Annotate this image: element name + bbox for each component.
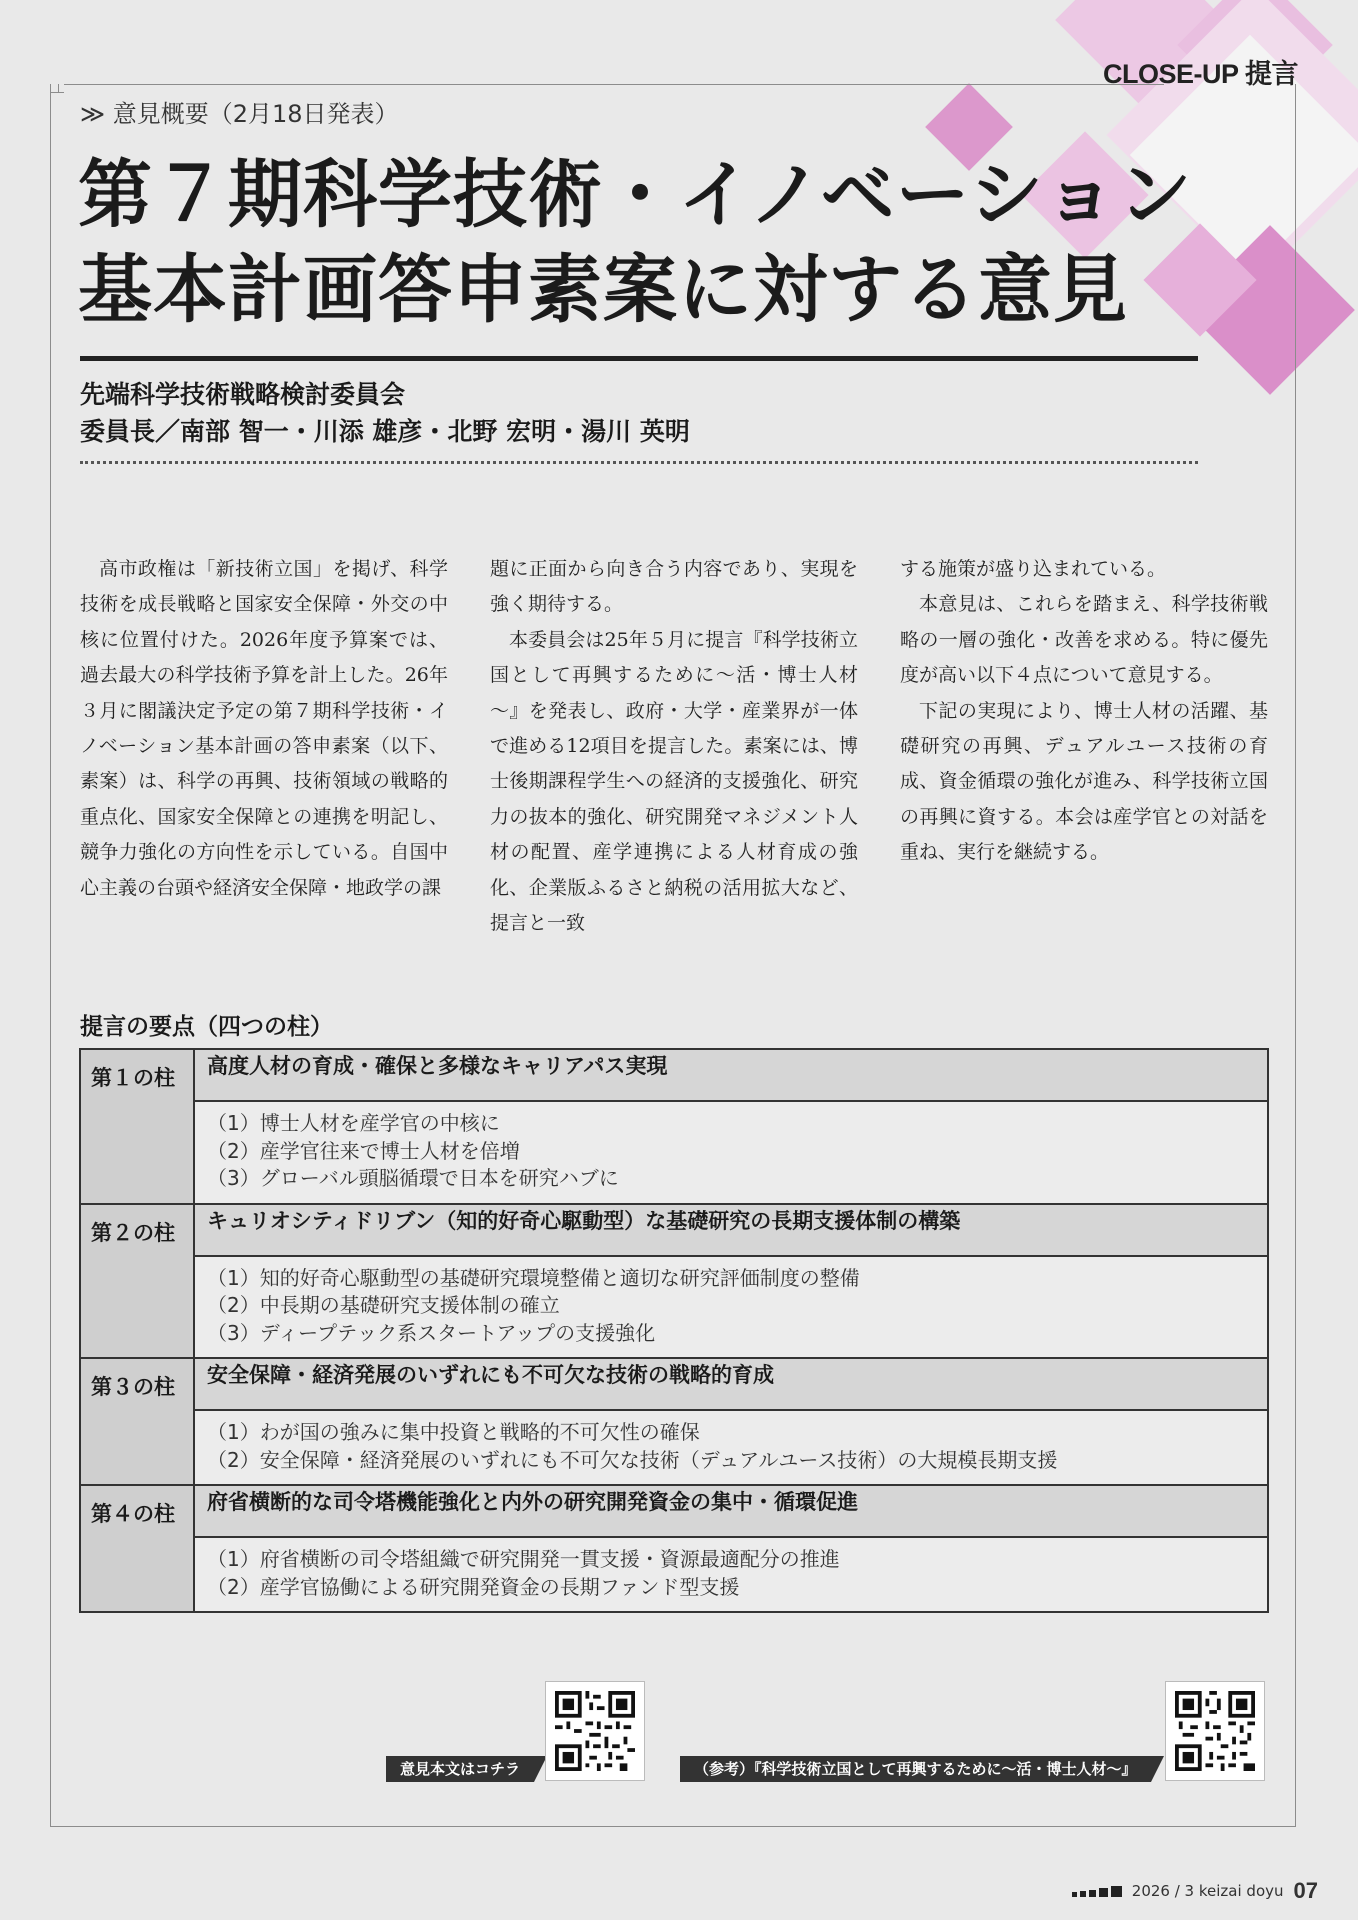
pillar-label: 第３の柱: [80, 1358, 194, 1485]
list-item: （1）知的好奇心駆動型の基礎研究環境整備と適切な研究評価制度の整備: [207, 1265, 860, 1290]
table-row: [80, 1204, 1268, 1256]
list-item: （1）わが国の強みに集中投資と戦略的不可欠性の確保: [207, 1420, 700, 1444]
dotted-divider: [80, 461, 1198, 464]
pillar-label: 第１の柱: [80, 1049, 194, 1204]
paragraph: 題に正面から向き合う内容であり、実現を強く期待する。: [490, 558, 858, 616]
list-item: （2）中長期の基礎研究支援体制の確立: [207, 1293, 560, 1317]
pillar-points: [194, 1256, 1268, 1359]
page-frame-top: [64, 84, 1164, 85]
pillar-points: [194, 1410, 1268, 1485]
body-column-3: [900, 552, 1268, 871]
section-tag: CLOSE-UP 提言: [1102, 59, 1298, 89]
list-item: （2）産学官往来で博士人材を倍増: [207, 1138, 520, 1163]
qr-code-reference[interactable]: [1165, 1681, 1265, 1781]
list-item: （2）産学官協働による研究開発資金の長期ファンド型支援: [207, 1574, 740, 1599]
page-footer: [1072, 1878, 1318, 1904]
body-column-2: [490, 552, 858, 941]
title-rule: [80, 356, 1198, 361]
pillar-points: [194, 1101, 1268, 1204]
pillars-heading: 提言の要点（四つの柱）: [80, 1014, 333, 1040]
committee-block: [80, 376, 690, 450]
committee-name: 先端科学技術戦略検討委員会: [80, 380, 406, 409]
qr-code-opinion[interactable]: [545, 1681, 645, 1781]
table-row: [80, 1256, 1268, 1359]
qr-icon: [1175, 1691, 1255, 1771]
pillar-points: [194, 1537, 1268, 1612]
qr-label-reference: （参考）『科学技術立国として再興するために～活・博士人材～』: [680, 1756, 1151, 1782]
page-number: 07: [1293, 1878, 1318, 1903]
paragraph: 下記の実現により、博士人材の活躍、基礎研究の再興、デュアルユース技術の育成、資金循環の強化が進み、科学技術立国の再興に資する。本会は産学官との対話を重ね、実行を継続する。: [900, 699, 1268, 864]
list-item: （2）安全保障・経済発展のいずれにも不可欠な技術（デュアルユース技術）の大規模長期支援: [207, 1447, 1058, 1472]
issue-info: 2026 / 3 keizai doyu: [1131, 1882, 1284, 1900]
qr-label-opinion: 意見本文はコチラ: [386, 1756, 534, 1782]
title-line-2: 基本計画答申素案に対する意見: [78, 247, 1128, 333]
body-column-1: [80, 552, 448, 906]
pillar-title: 府省横断的な司令塔機能強化と内外の研究開発資金の集中・循環促進: [194, 1485, 1268, 1537]
committee-members: 委員長／南部 智一・川添 雄彦・北野 宏明・湯川 英明: [80, 417, 690, 446]
table-row: [80, 1358, 1268, 1410]
list-item: （3）グローバル頭脳循環で日本を研究ハブに: [207, 1166, 619, 1190]
pillar-title: キュリオシティドリブン（知的好奇心駆動型）な基礎研究の長期支援体制の構築: [194, 1204, 1268, 1256]
pillar-title: 安全保障・経済発展のいずれにも不可欠な技術の戦略的育成: [194, 1358, 1268, 1410]
table-row: [80, 1537, 1268, 1612]
frame-corner: [50, 92, 64, 93]
list-item: （3）ディープテック系スタートアップの支援強化: [207, 1320, 656, 1345]
paragraph: 本意見は、これらを踏まえ、科学技術戦略の一層の強化・改善を求める。特に優先度が高い以下４点について意見する。: [900, 593, 1268, 687]
pillar-label: 第２の柱: [80, 1204, 194, 1359]
table-row: [80, 1485, 1268, 1537]
table-row: [80, 1049, 1268, 1101]
paragraph: する施策が盛り込まれている。: [900, 558, 1167, 580]
pillars-table: [79, 1048, 1269, 1613]
frame-corner: [58, 84, 59, 92]
pillar-title: 高度人材の育成・確保と多様なキャリアパス実現: [194, 1049, 1268, 1101]
title-line-1: 第７期科学技術・イノベーション: [78, 152, 1193, 238]
list-item: （1）府省横断の司令塔組織で研究開発一貫支援・資源最適配分の推進: [207, 1547, 840, 1571]
pillar-label: 第４の柱: [80, 1485, 194, 1612]
table-row: [80, 1101, 1268, 1204]
paragraph: 高市政権は「新技術立国」を掲げ、科学技術を成長戦略と国家安全保障・外交の中核に位置付けた。2026年度予算案では、過去最大の科学技術予算を計上した。26年３月に閣議決定予定の第７期科学技術・イノベーション基本計画の答申素案（以下、素案）は、科学の再興、技術領域の戦略的重点化、国家安全保障との連携を明記し、競争力強化の方向性を示している。自国中心主義の台頭や経済安全保障・地政学の課: [80, 558, 448, 899]
qr-icon: [555, 1691, 635, 1771]
kicker: ≫ 意見概要（2月18日発表）: [80, 100, 399, 128]
page-title: [78, 148, 1218, 338]
paragraph: 本委員会は25年５月に提言『科学技術立国として再興するために～活・博士人材～』を発表し、政府・大学・産業界が一体で進める12項目を提言した。素案には、博士後期課程学生への経済的支援強化、研究力の抜本的強化、研究開発マネジメント人材の配置、産学連携による人材育成の強化、企業版ふるさと納税の活用拡大など、提言と一致: [490, 628, 858, 935]
footer-squares-icon: [1072, 1886, 1122, 1897]
table-row: [80, 1410, 1268, 1485]
list-item: （1）博士人材を産学官の中核に: [207, 1111, 500, 1135]
